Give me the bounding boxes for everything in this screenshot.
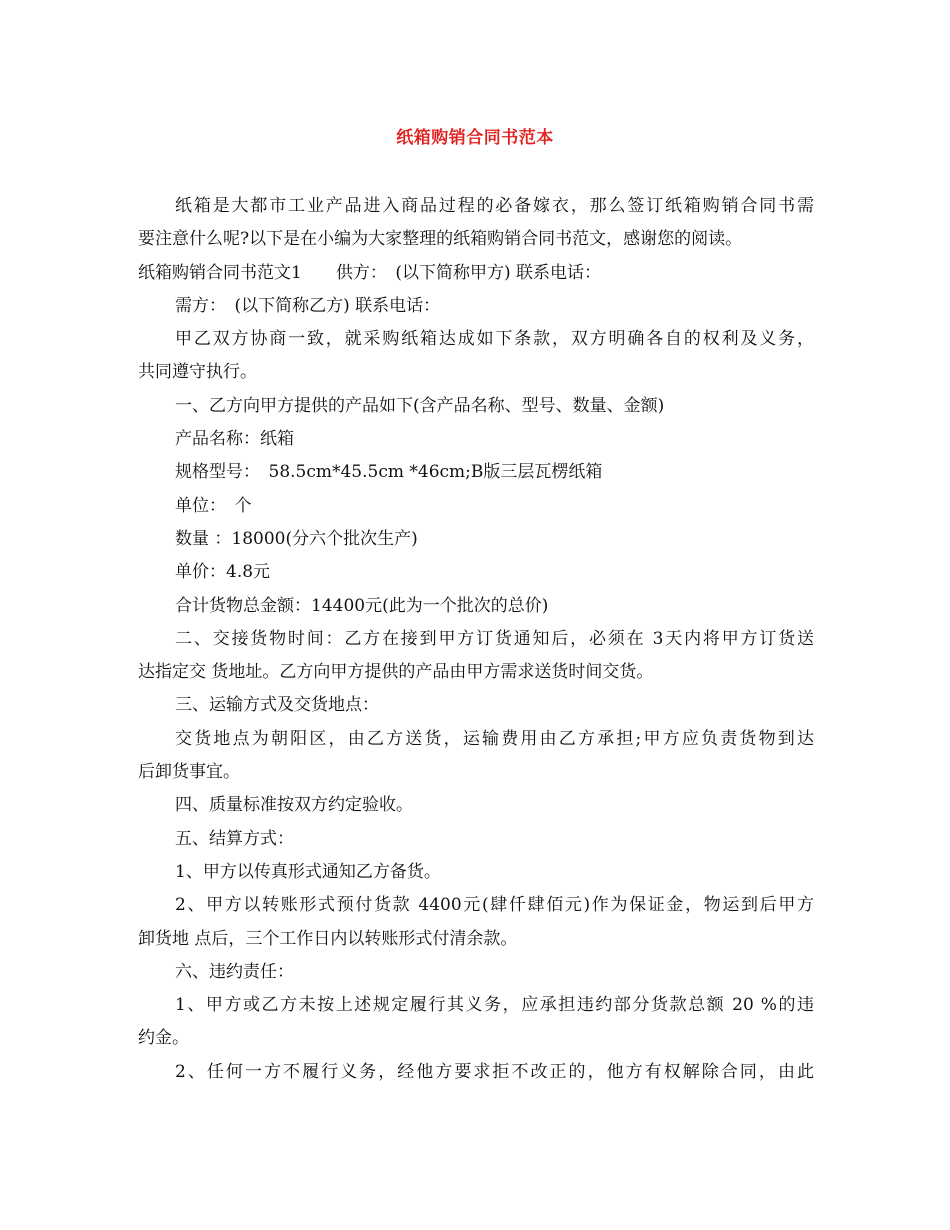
paragraph-line: 2、任何一方不履行义务，经他方要求拒不改正的，他方有权解除合同，由此: [175, 1061, 814, 1082]
paragraph-line: 规格型号： 58.5cm*45.5cm *46cm;B版三层瓦楞纸箱: [175, 462, 603, 483]
paragraph-line: 单位： 个: [175, 495, 252, 516]
paragraph-line: 约金。: [138, 1028, 189, 1049]
paragraph-line: 五、结算方式：: [175, 828, 294, 849]
paragraph-line: 纸箱购销合同书范文1 供方： (以下简称甲方) 联系电话：: [138, 262, 601, 283]
paragraph-line: 1、甲方以传真形式通知乙方备货。: [175, 861, 441, 882]
paragraph-line: 2、甲方以转账形式预付货款 4400元(肆仟肆佰元)作为保证金，物运到后甲方: [175, 895, 814, 916]
paragraph-line: 甲乙双方协商一致，就采购纸箱达成如下条款，双方明确各自的权利及义务，: [175, 329, 814, 350]
paragraph-line: 1、甲方或乙方未按上述规定履行其义务，应承担违约部分货款总额 20 %的违: [175, 995, 814, 1016]
document-title: 纸箱购销合同书范本: [396, 128, 554, 148]
paragraph-line: 需方： (以下简称乙方) 联系电话：: [175, 295, 441, 316]
paragraph-line: 合计货物总金额：14400元(此为一个批次的总价): [175, 595, 549, 616]
paragraph-line: 一、乙方向甲方提供的产品如下(含产品名称、型号、数量、金额): [175, 395, 665, 416]
paragraph-line: 数量 ：18000(分六个批次生产): [175, 528, 418, 549]
paragraph-line: 纸箱是大都市工业产品进入商品过程的必备嫁衣，那么签订纸箱购销合同书需: [175, 196, 814, 216]
document-body: [138, 190, 814, 1089]
paragraph-line: 四、质量标准按双方约定验收。: [175, 795, 413, 816]
paragraph-line: 三、运输方式及交货地点：: [175, 695, 379, 716]
paragraph-line: 六、违约责任：: [175, 961, 294, 982]
paragraph-line: 单价：4.8元: [175, 562, 271, 583]
paragraph-line: 后卸货事宜。: [138, 762, 240, 783]
paragraph-line: 交货地点为朝阳区，由乙方送货，运输费用由乙方承担;甲方应负责货物到达: [175, 728, 814, 749]
paragraph-line: 卸货地 点后，三个工作日内以转账形式付清余款。: [138, 928, 518, 949]
paragraph-line: 共同遵守执行。: [138, 362, 257, 383]
paragraph-line: 产品名称：纸箱: [175, 429, 294, 450]
paragraph-line: 达指定交 货地址。乙方向甲方提供的产品由甲方需求送货时间交货。: [138, 662, 654, 683]
paragraph-line: 二、交接货物时间：乙方在接到甲方订货通知后，必须在 3天内将甲方订货送: [175, 628, 814, 649]
paragraph-line: 要注意什么呢?以下是在小编为大家整理的纸箱购销合同书范文，感谢您的阅读。: [138, 229, 743, 250]
